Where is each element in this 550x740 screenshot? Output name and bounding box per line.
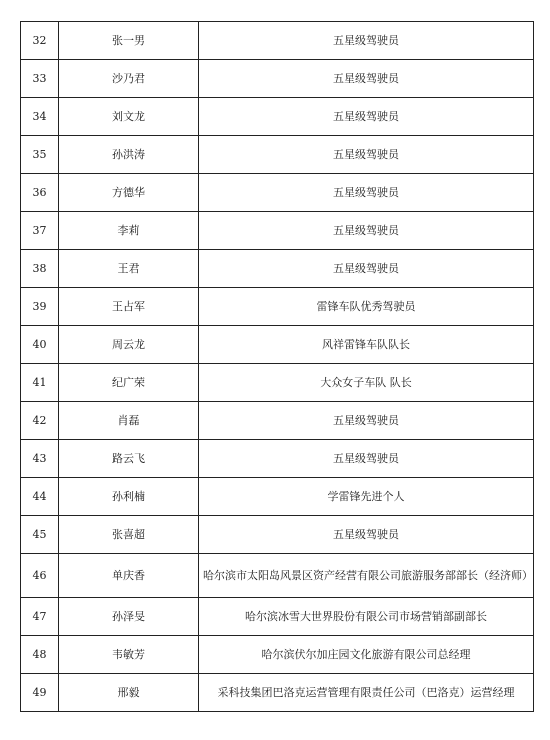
table-row — [21, 98, 534, 136]
table-row — [21, 60, 534, 98]
row-number: 34 — [21, 98, 59, 136]
row-number: 37 — [21, 212, 59, 250]
row-number: 46 — [21, 554, 59, 598]
table-row — [21, 554, 534, 598]
row-number: 41 — [21, 364, 59, 402]
table-row — [21, 250, 534, 288]
row-number: 35 — [21, 136, 59, 174]
person-title: 五星级驾驶员 — [199, 250, 534, 288]
table-row — [21, 212, 534, 250]
person-name: 纪广荣 — [59, 364, 199, 402]
person-title: 五星级驾驶员 — [199, 136, 534, 174]
person-title: 雷锋车队优秀驾驶员 — [199, 288, 534, 326]
person-title: 五星级驾驶员 — [199, 60, 534, 98]
table-row — [21, 516, 534, 554]
person-title: 五星级驾驶员 — [199, 402, 534, 440]
table-row — [21, 598, 534, 636]
person-name: 张喜超 — [59, 516, 199, 554]
row-number: 44 — [21, 478, 59, 516]
person-name: 肖磊 — [59, 402, 199, 440]
row-number: 42 — [21, 402, 59, 440]
person-title: 五星级驾驶员 — [199, 516, 534, 554]
table-row — [21, 478, 534, 516]
person-title: 大众女子车队 队长 — [199, 364, 534, 402]
person-name: 邢毅 — [59, 674, 199, 712]
row-number: 36 — [21, 174, 59, 212]
person-title: 采科技集团巴洛克运营管理有限责任公司（巴洛克）运营经理 — [199, 674, 534, 712]
table-row — [21, 288, 534, 326]
table-row — [21, 136, 534, 174]
table-row — [21, 174, 534, 212]
roster-table — [20, 21, 534, 712]
person-name: 张一男 — [59, 22, 199, 60]
table-row — [21, 674, 534, 712]
person-title: 五星级驾驶员 — [199, 174, 534, 212]
person-title: 学雷锋先进个人 — [199, 478, 534, 516]
person-title: 哈尔滨市太阳岛风景区资产经营有限公司旅游服务部部长（经济师） — [199, 554, 534, 598]
row-number: 45 — [21, 516, 59, 554]
row-number: 49 — [21, 674, 59, 712]
person-name: 沙乃君 — [59, 60, 199, 98]
person-title: 哈尔滨伏尔加庄园文化旅游有限公司总经理 — [199, 636, 534, 674]
row-number: 47 — [21, 598, 59, 636]
row-number: 33 — [21, 60, 59, 98]
row-number: 39 — [21, 288, 59, 326]
person-name: 王占军 — [59, 288, 199, 326]
table-row — [21, 364, 534, 402]
person-name: 单庆香 — [59, 554, 199, 598]
person-name: 孙洪涛 — [59, 136, 199, 174]
person-title: 哈尔滨冰雪大世界股份有限公司市场营销部副部长 — [199, 598, 534, 636]
roster-body — [21, 22, 534, 712]
person-title: 五星级驾驶员 — [199, 98, 534, 136]
person-name: 王君 — [59, 250, 199, 288]
table-row — [21, 326, 534, 364]
person-name: 孙利楠 — [59, 478, 199, 516]
table-row — [21, 402, 534, 440]
table-row — [21, 636, 534, 674]
person-title: 五星级驾驶员 — [199, 440, 534, 478]
table-row — [21, 440, 534, 478]
person-name: 路云飞 — [59, 440, 199, 478]
row-number: 43 — [21, 440, 59, 478]
row-number: 32 — [21, 22, 59, 60]
person-name: 孙泽旻 — [59, 598, 199, 636]
person-name: 刘文龙 — [59, 98, 199, 136]
person-name: 韦敏芳 — [59, 636, 199, 674]
person-name: 李莉 — [59, 212, 199, 250]
person-name: 周云龙 — [59, 326, 199, 364]
person-title: 五星级驾驶员 — [199, 212, 534, 250]
table-row — [21, 22, 534, 60]
row-number: 38 — [21, 250, 59, 288]
row-number: 40 — [21, 326, 59, 364]
row-number: 48 — [21, 636, 59, 674]
person-title: 五星级驾驶员 — [199, 22, 534, 60]
person-title: 风祥雷锋车队队长 — [199, 326, 534, 364]
person-name: 方德华 — [59, 174, 199, 212]
